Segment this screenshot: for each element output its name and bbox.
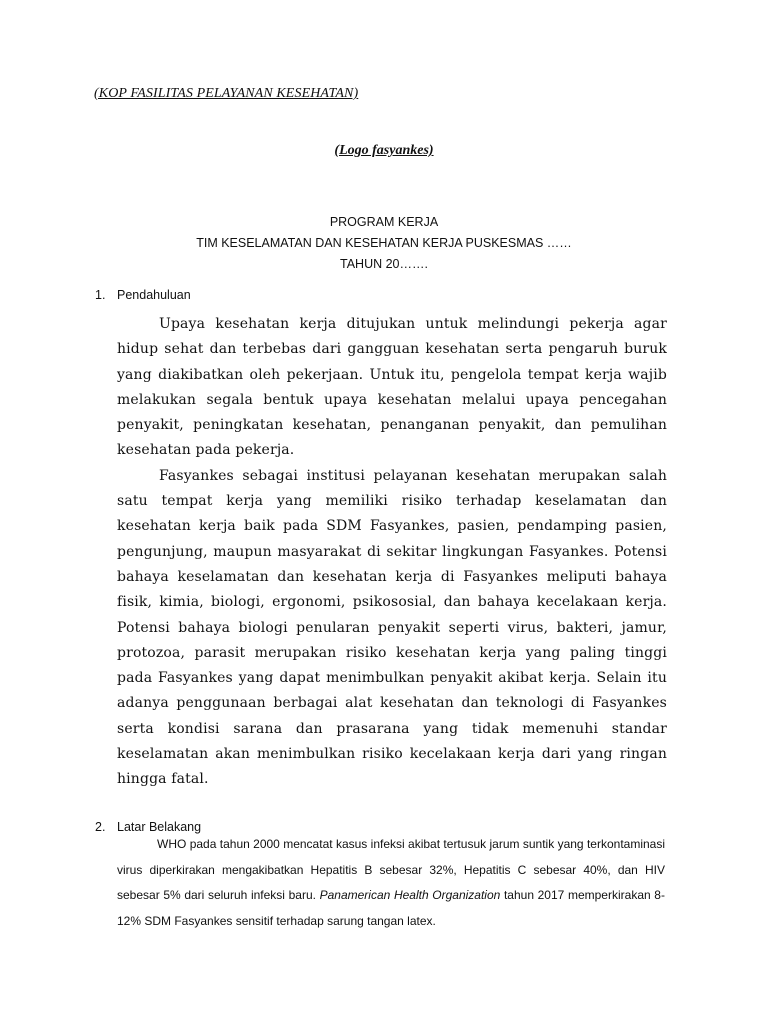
title-line-2: TIM KESELAMATAN DAN KESEHATAN KERJA PUSKESMAS …… — [196, 236, 572, 250]
kop-header: (KOP FASILITAS PELAYANAN KESEHATAN) — [94, 86, 359, 101]
paragraph-text: WHO pada tahun 2000 mencatat kasus infeksi akibat tertusuk jarum suntik yang terkontaminasi virus diperkirakan mengakibatkan Hepatitis B sebesar 32%, Hepatitis C sebesar 40%, dan HIV sebesar 5% dari seluruh infeksi baru. — [117, 837, 665, 902]
paragraph: Upaya kesehatan kerja ditujukan untuk melindungi pekerja agar hidup sehat dan terbebas dari gangguan kesehatan serta pengaruh buruk yang diakibatkan oleh pekerjaan. Untuk itu, pengelola tempat kerja wajib melakukan segala bentuk upaya kesehatan melalui upaya pencegahan penyakit, peningkatan kesehatan, penanganan penyakit, dan pemulihan kesehatan pada pekerja. — [117, 316, 667, 459]
logo-placeholder: (Logo fasyankes) — [334, 143, 434, 158]
title-line-3: TAHUN 20……. — [340, 257, 428, 271]
section-body-latar-belakang — [117, 832, 665, 934]
section-number: 1. — [95, 288, 106, 302]
organization-name: Panamerican Health Organization — [319, 888, 501, 902]
section-heading-pendahuluan — [95, 288, 191, 302]
title-line-1: PROGRAM KERJA — [329, 215, 439, 229]
document-title — [0, 212, 768, 275]
section-title: Pendahuluan — [117, 288, 191, 302]
paragraph: Fasyankes sebagai institusi pelayanan kesehatan merupakan salah satu tempat kerja yang memiliki risiko terhadap keselamatan dan kesehatan kerja baik pada SDM Fasyankes, pasien, pendamping pasien, pengunjung, maupun masyarakat di sekitar lingkungan Fasyankes. Potensi bahaya keselamatan dan kesehatan kerja di Fasyankes meliputi bahaya fisik, kimia, biologi, ergonomi, psikososial, dan bahaya kecelakaan kerja. Potensi bahaya biologi penularan penyakit seperti virus, bakteri, jamur, protozoa, parasit merupakan risiko kesehatan kerja yang paling tinggi pada Fasyankes yang dapat menimbulkan penyakit akibat kerja. Selain itu adanya penggunaan berbagai alat kesehatan dan teknologi di Fasyankes serta kondisi sarana dan prasarana yang tidak memenuhi standar keselamatan akan menimbulkan risiko kecelakaan kerja dari yang ringan hingga fatal. — [117, 467, 667, 788]
section-body-pendahuluan — [117, 312, 667, 793]
section-title: Latar Belakang — [117, 820, 202, 834]
section-number: 2. — [95, 820, 106, 834]
paragraph-text: tahun 2017 memperkirakan 8-12% SDM Fasyankes sensitif terhadap sarung tangan latex. — [117, 888, 665, 928]
paragraph — [117, 832, 665, 934]
